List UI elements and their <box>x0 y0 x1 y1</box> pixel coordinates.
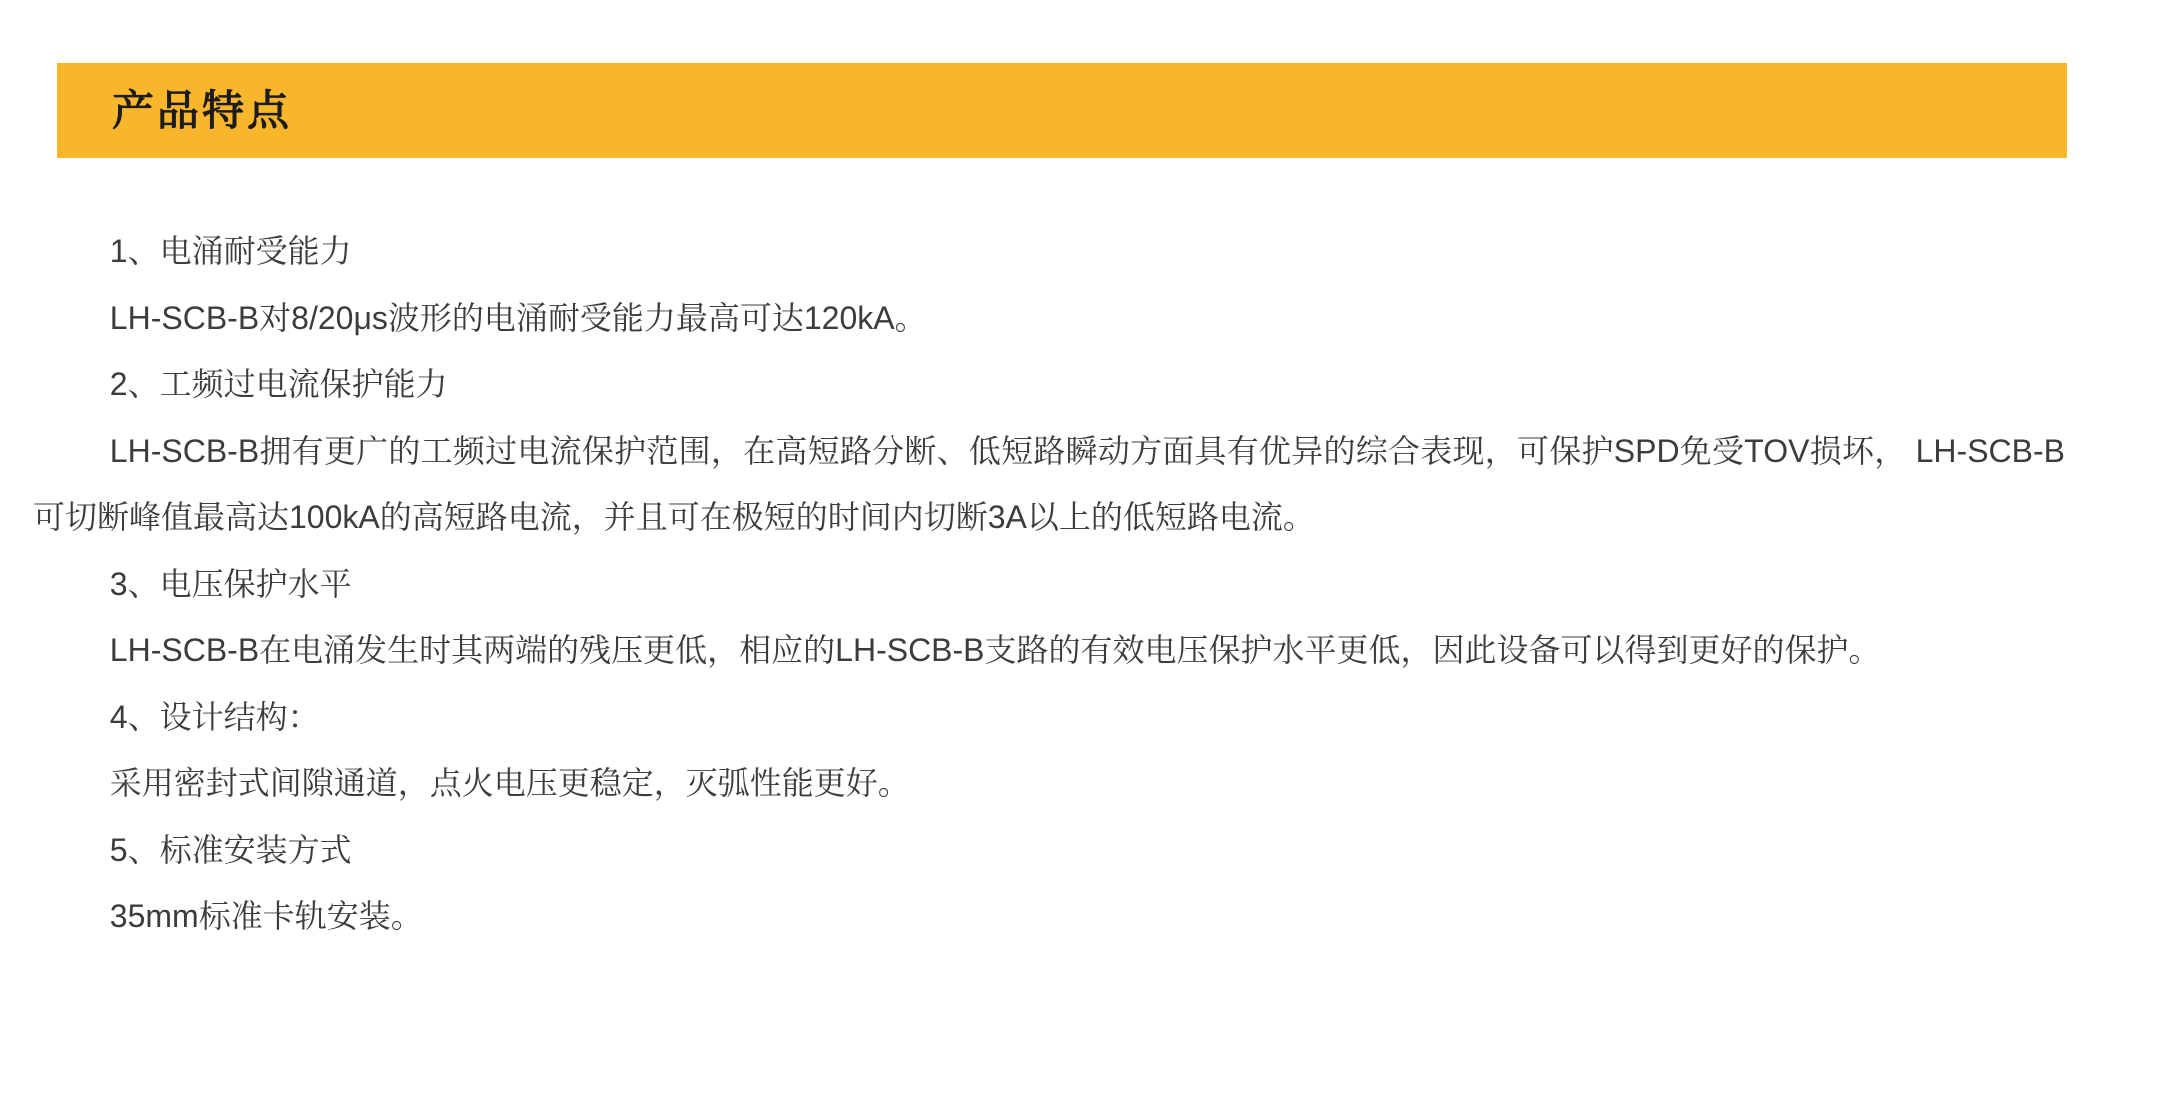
feature-4-body: 采用密封式间隙通道，点火电压更稳定，灭弧性能更好。 <box>109 765 910 801</box>
feature-5-body: 35mm标准卡轨安装。 <box>109 898 423 934</box>
feature-1-heading: 1、电涌耐受能力 <box>109 233 352 269</box>
feature-2-body: LH-SCB-B拥有更广的工频过电流保护范围，在高短路分断、低短路瞬动方面具有优异的综合表现，可保护SPD免受TOV损坏， LH-SCB-B可切断峰值最高达100kA的高短路电流，并且可在极短的时间内切断3A以上的低短路电流。 <box>33 432 2065 535</box>
features-content <box>33 218 2065 950</box>
feature-5-heading: 5、标准安装方式 <box>109 831 352 868</box>
section-header-bar <box>57 63 2067 158</box>
feature-1-body: LH-SCB-B对8/20μs波形的电涌耐受能力最高可达120kA。 <box>109 299 927 336</box>
feature-4-heading: 4、设计结构： <box>109 698 320 735</box>
section-title: 产品特点 <box>112 86 293 134</box>
feature-2-heading: 2、工频过电流保护能力 <box>109 366 448 402</box>
feature-3-body: LH-SCB-B在电涌发生时其两端的残压更低，相应的LH-SCB-B支路的有效电压保护水平更低，因此设备可以得到更好的保护。 <box>109 632 1881 668</box>
feature-3-heading: 3、电压保护水平 <box>109 565 352 602</box>
